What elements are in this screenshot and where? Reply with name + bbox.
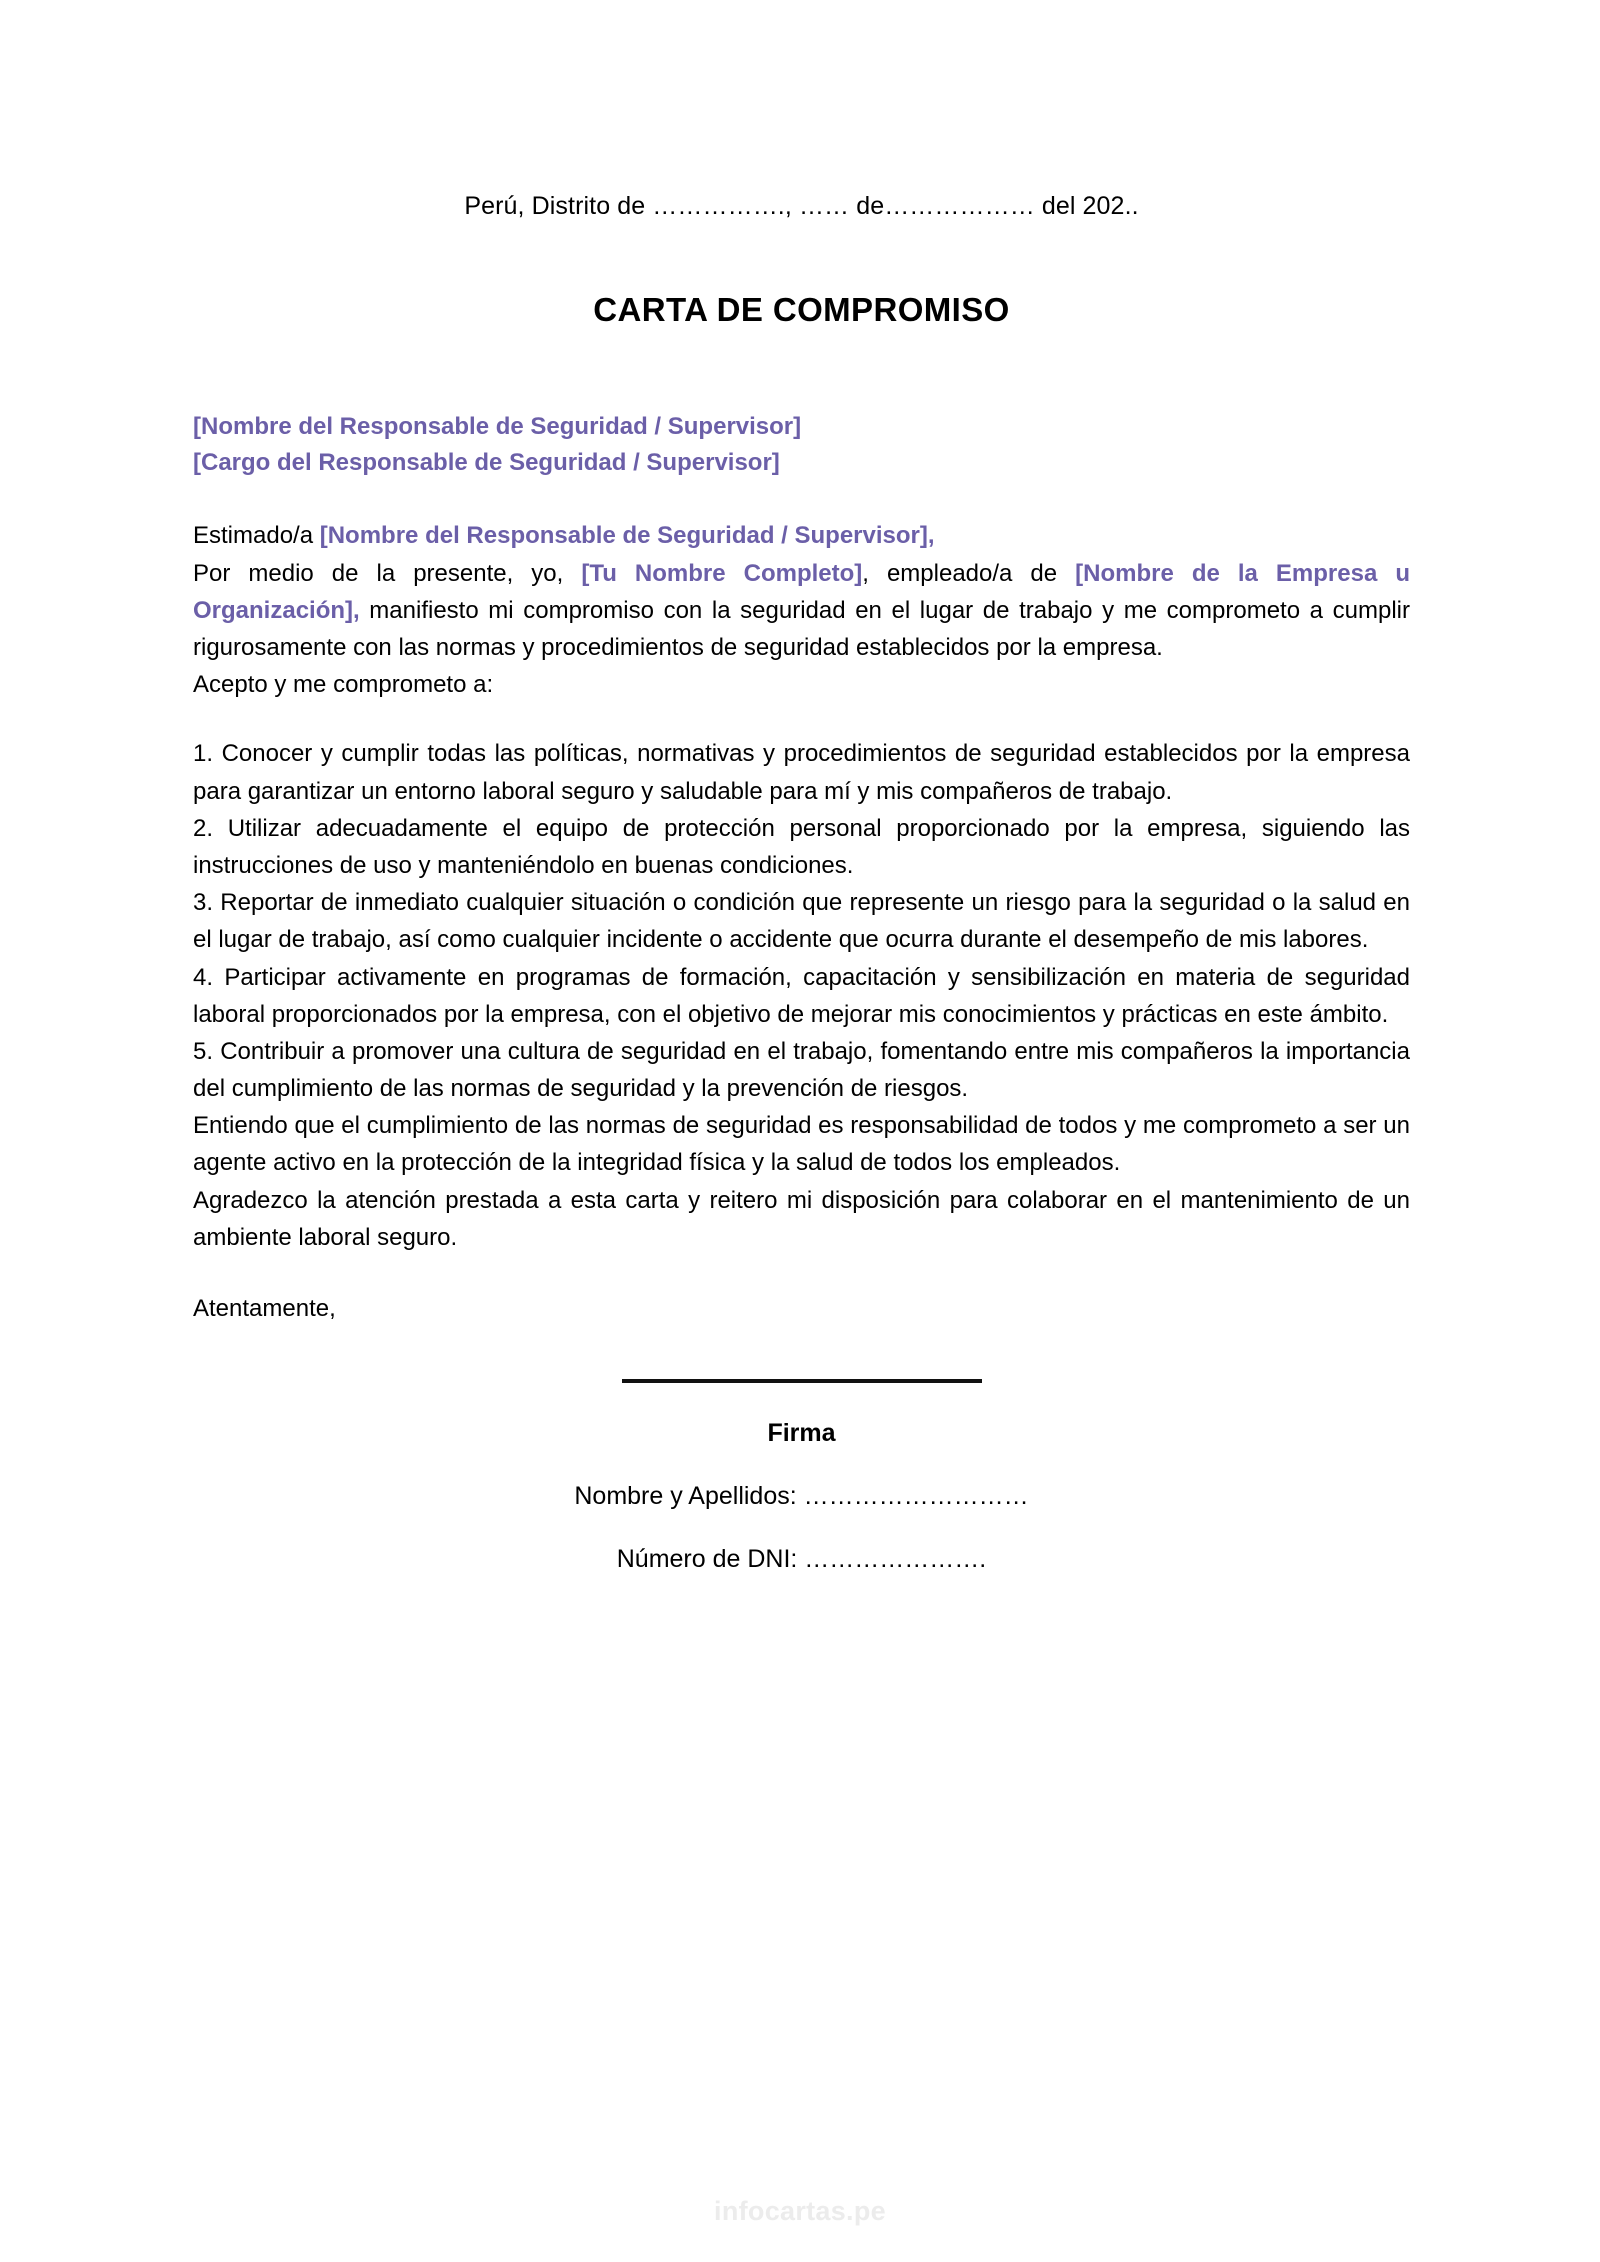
intro-text-part-1: Por medio de la presente, yo, xyxy=(193,559,582,587)
thanks-paragraph: Agradezco la atención prestada a esta carta y reitero mi disposición para colaborar en el mantenimiento de un ambiente laboral seguro. xyxy=(193,1186,1410,1251)
valediction: Atentamente, xyxy=(193,1295,336,1323)
intro-text-part-3: manifiesto mi compromiso con la seguridad en el lugar de trabajo y me comprometo a cumplir rigurosamente con las normas y procedimientos de seguridad establecidos por la empresa. xyxy=(193,596,1410,662)
intro-paragraph xyxy=(193,555,1410,667)
document-content xyxy=(193,0,1410,1574)
recipient-block xyxy=(193,409,1410,482)
company-name-placeholder: [Nombre de la Empresa u Organización], xyxy=(193,559,1410,624)
salutation-line xyxy=(193,518,1410,555)
place-date-line: Perú, Distrito de ……………., …… de……………… del 202.. xyxy=(464,192,1139,220)
signature-name-field: Nombre y Apellidos: ……………………… xyxy=(574,1482,1029,1511)
employee-name-placeholder: [Tu Nombre Completo] xyxy=(581,559,863,587)
salutation-name-placeholder: [Nombre del Responsable de Seguridad / Supervisor], xyxy=(319,521,935,549)
commitment-item: 2. Utilizar adecuadamente el equipo de protección personal proporcionado por la empresa, siguiendo las instrucciones de uso y manteniéndolo en buenas condiciones. xyxy=(193,814,1410,879)
recipient-name-placeholder: [Nombre del Responsable de Seguridad / Supervisor] xyxy=(193,412,802,440)
commitment-item: 1. Conocer y cumplir todas las políticas, normativas y procedimientos de seguridad establecidos por la empresa para garantizar un entorno laboral seguro y saludable para mí y mis compañeros de trabajo. xyxy=(193,740,1410,805)
commitments-lead-in: Acepto y me comprometo a: xyxy=(193,671,494,699)
intro-text-part-2: , empleado/a de xyxy=(862,559,1076,587)
commitment-item: 5. Contribuir a promover una cultura de seguridad en el trabajo, fomentando entre mis compañeros la importancia del cumplimiento de las normas de seguridad y la prevención de riesgos. xyxy=(193,1037,1410,1103)
salutation-prefix: Estimado/a xyxy=(193,521,320,549)
signature-area xyxy=(193,1379,1410,1574)
page-title: CARTA DE COMPROMISO xyxy=(593,290,1010,328)
signature-label: Firma xyxy=(767,1419,836,1448)
commitment-item: 4. Participar activamente en programas de formación, capacitación y sensibilización en materia de seguridad laboral proporcionados por la empresa, con el objetivo de mejorar mis conocimientos y prácticas en este ámbito. xyxy=(193,963,1410,1028)
signature-rule xyxy=(622,1379,982,1383)
commitment-closing-statement: Entiendo que el cumplimiento de las normas de seguridad es responsabilidad de todos y me comprometo a ser un agente activo en la protección de la integridad física y la salud de todos los empleados. xyxy=(193,1112,1410,1177)
commitment-item: 3. Reportar de inmediato cualquier situación o condición que represente un riesgo para la seguridad o la salud en el lugar de trabajo, así como cualquier incidente o accidente que ocurra durante el desempeño de mis labores. xyxy=(193,889,1410,954)
commitments-list xyxy=(193,735,1410,1181)
recipient-role-placeholder: [Cargo del Responsable de Seguridad / Supervisor] xyxy=(193,449,780,477)
signature-dni-field: Número de DNI: …………………. xyxy=(616,1545,987,1574)
site-watermark: infocartas.pe xyxy=(714,2196,886,2226)
